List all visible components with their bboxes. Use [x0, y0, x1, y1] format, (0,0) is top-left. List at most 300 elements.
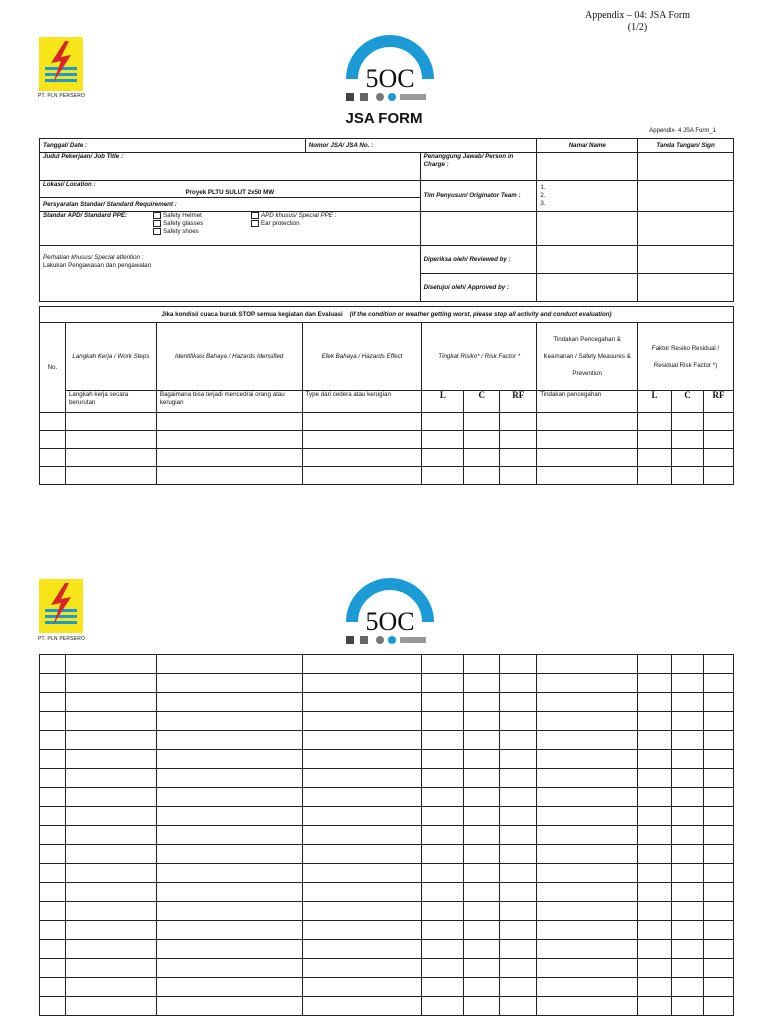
table-cell[interactable] — [464, 826, 500, 845]
table-cell[interactable] — [464, 902, 500, 921]
table-cell[interactable] — [65, 712, 156, 731]
table-cell[interactable] — [703, 674, 733, 693]
table-cell[interactable] — [638, 864, 672, 883]
table-cell[interactable] — [302, 921, 422, 940]
checkbox-icon[interactable] — [251, 212, 259, 219]
table-cell[interactable] — [703, 978, 733, 997]
table-cell[interactable] — [537, 788, 638, 807]
pln-logo — [39, 37, 83, 91]
table-cell[interactable] — [40, 769, 66, 788]
table-cell[interactable] — [156, 674, 302, 693]
table-cell[interactable] — [500, 997, 537, 1016]
table-cell[interactable] — [672, 940, 704, 959]
location-field[interactable]: Lokasi/ Location : Proyek PLTU SULUT 2x50 MW — [40, 181, 421, 198]
table-cell[interactable] — [537, 978, 638, 997]
table-cell[interactable] — [671, 449, 703, 467]
table-cell[interactable] — [500, 902, 537, 921]
table-cell[interactable] — [703, 413, 733, 431]
table-cell[interactable] — [156, 997, 302, 1016]
table-cell[interactable] — [65, 788, 156, 807]
table-cell[interactable] — [40, 959, 66, 978]
table-cell[interactable] — [638, 845, 672, 864]
appendix-label: Appendix – 04: JSA Form (1/2) — [584, 10, 690, 33]
table-cell[interactable] — [156, 826, 302, 845]
table-cell[interactable] — [422, 467, 464, 485]
table-cell[interactable] — [464, 788, 500, 807]
table-cell[interactable] — [537, 921, 638, 940]
location-value: Proyek PLTU SULUT 2x50 MW — [185, 189, 275, 196]
table-cell[interactable] — [703, 902, 733, 921]
table-cell[interactable] — [156, 467, 302, 485]
table-cell[interactable] — [500, 693, 537, 712]
table-cell[interactable] — [40, 655, 66, 674]
table-cell[interactable] — [703, 449, 733, 467]
table-cell[interactable] — [464, 978, 500, 997]
table-cell[interactable] — [65, 431, 156, 449]
table-cell[interactable] — [537, 959, 638, 978]
approved-sign-cell[interactable] — [638, 274, 734, 302]
table-cell[interactable] — [422, 864, 464, 883]
table-cell[interactable] — [65, 921, 156, 940]
table-cell[interactable] — [464, 674, 500, 693]
table-cell[interactable] — [638, 921, 672, 940]
table-cell[interactable] — [40, 731, 66, 750]
table-cell[interactable] — [638, 883, 672, 902]
table-cell[interactable] — [302, 978, 422, 997]
ppe-item-helmet[interactable]: Safety Helmet — [153, 212, 251, 220]
table-cell[interactable] — [422, 997, 464, 1016]
effect-hint: Type dari cedera atau kerugian — [302, 391, 422, 413]
table-cell[interactable] — [703, 826, 733, 845]
table-cell[interactable] — [500, 921, 537, 940]
form-ref: Appendix- 4 JSA Form_1 — [649, 128, 716, 134]
ppe-item-glasses[interactable]: Safety glasses — [153, 220, 251, 228]
table-cell[interactable] — [537, 712, 638, 731]
table-cell[interactable] — [40, 940, 66, 959]
table-cell[interactable] — [500, 807, 537, 826]
table-cell[interactable] — [65, 883, 156, 902]
table-cell[interactable] — [537, 731, 638, 750]
table-cell[interactable] — [500, 467, 537, 485]
table-cell[interactable] — [464, 959, 500, 978]
table-cell[interactable] — [422, 883, 464, 902]
table-cell[interactable] — [672, 750, 704, 769]
name-column-header: Nama/ Name — [537, 139, 638, 153]
table-cell[interactable] — [638, 655, 672, 674]
table-cell[interactable] — [65, 959, 156, 978]
table-cell[interactable] — [422, 413, 464, 431]
table-cell[interactable] — [40, 978, 66, 997]
team-names-cell[interactable]: 1. 2. 3. — [537, 181, 638, 212]
table-cell[interactable] — [500, 731, 537, 750]
table-cell[interactable] — [422, 449, 464, 467]
table-cell[interactable] — [65, 693, 156, 712]
table-cell[interactable] — [703, 883, 733, 902]
table-cell[interactable] — [672, 845, 704, 864]
table-cell[interactable] — [156, 449, 302, 467]
table-cell[interactable] — [40, 413, 66, 431]
table-cell[interactable] — [156, 921, 302, 940]
checkbox-icon[interactable] — [153, 220, 161, 227]
table-cell[interactable] — [638, 449, 672, 467]
table-cell[interactable] — [40, 750, 66, 769]
table-cell[interactable] — [65, 413, 156, 431]
table-cell[interactable] — [703, 750, 733, 769]
table-cell[interactable] — [40, 674, 66, 693]
table-cell[interactable] — [156, 693, 302, 712]
table-cell[interactable] — [672, 902, 704, 921]
table-cell[interactable] — [422, 655, 464, 674]
table-cell[interactable] — [672, 997, 704, 1016]
table-cell[interactable] — [500, 769, 537, 788]
table-cell[interactable] — [672, 864, 704, 883]
table-cell[interactable] — [703, 788, 733, 807]
table-cell[interactable] — [638, 997, 672, 1016]
table-cell[interactable] — [703, 712, 733, 731]
table-cell[interactable] — [302, 826, 422, 845]
table-cell[interactable] — [500, 750, 537, 769]
consortium-number: 5OC — [365, 607, 415, 636]
table-cell[interactable] — [672, 731, 704, 750]
table-cell[interactable] — [422, 940, 464, 959]
table-row — [40, 788, 734, 807]
table-cell[interactable] — [464, 997, 500, 1016]
table-cell[interactable] — [638, 902, 672, 921]
col-residual: Faktor Resiko Residual / Residual Risk Factor *) — [638, 323, 734, 391]
table-cell[interactable] — [500, 883, 537, 902]
table-cell[interactable] — [500, 940, 537, 959]
pln-logo-page2 — [39, 579, 83, 633]
table-cell[interactable] — [537, 431, 638, 449]
table-cell[interactable] — [422, 959, 464, 978]
table-cell[interactable] — [537, 826, 638, 845]
table-cell[interactable] — [537, 449, 638, 467]
table-cell[interactable] — [302, 959, 422, 978]
table-cell[interactable] — [464, 769, 500, 788]
table-cell[interactable] — [40, 997, 66, 1016]
table-cell[interactable] — [672, 826, 704, 845]
table-cell[interactable] — [40, 845, 66, 864]
table-cell[interactable] — [672, 978, 704, 997]
table-cell[interactable] — [464, 467, 500, 485]
table-cell[interactable] — [40, 807, 66, 826]
table-cell[interactable] — [703, 807, 733, 826]
table-cell[interactable] — [537, 655, 638, 674]
table-cell[interactable] — [703, 431, 733, 449]
table-cell[interactable] — [464, 693, 500, 712]
table-cell[interactable] — [302, 883, 422, 902]
table-cell[interactable] — [40, 883, 66, 902]
table-cell[interactable] — [638, 959, 672, 978]
table-cell[interactable] — [672, 693, 704, 712]
table-cell[interactable] — [672, 712, 704, 731]
table-cell[interactable] — [422, 978, 464, 997]
table-cell[interactable] — [672, 655, 704, 674]
residual-l: L — [638, 391, 672, 413]
table-cell[interactable] — [638, 807, 672, 826]
table-cell[interactable] — [464, 750, 500, 769]
table-cell[interactable] — [638, 788, 672, 807]
table-cell[interactable] — [40, 826, 66, 845]
table-cell[interactable] — [464, 807, 500, 826]
table-cell[interactable] — [500, 655, 537, 674]
table-cell[interactable] — [302, 449, 422, 467]
table-cell[interactable] — [500, 845, 537, 864]
table-cell[interactable] — [156, 788, 302, 807]
table-cell[interactable] — [156, 413, 302, 431]
table-cell[interactable] — [537, 845, 638, 864]
table-cell[interactable] — [537, 750, 638, 769]
table-cell[interactable] — [638, 826, 672, 845]
job-title-field[interactable]: Judul Pekerjaan/ Job Title : — [40, 153, 421, 181]
table-cell[interactable] — [537, 413, 638, 431]
table-cell[interactable] — [464, 921, 500, 940]
table-cell[interactable] — [672, 674, 704, 693]
table-cell[interactable] — [40, 788, 66, 807]
table-cell[interactable] — [500, 978, 537, 997]
table-cell[interactable] — [40, 449, 66, 467]
table-cell[interactable] — [537, 902, 638, 921]
table-cell[interactable] — [65, 467, 156, 485]
table-cell[interactable] — [302, 750, 422, 769]
table-cell[interactable] — [703, 959, 733, 978]
table-cell[interactable] — [703, 921, 733, 940]
table-cell[interactable] — [703, 845, 733, 864]
table-cell[interactable] — [671, 467, 703, 485]
table-cell[interactable] — [302, 431, 422, 449]
table-cell[interactable] — [500, 674, 537, 693]
table-cell[interactable] — [302, 712, 422, 731]
table-cell[interactable] — [302, 769, 422, 788]
table-cell[interactable] — [464, 864, 500, 883]
table-cell[interactable] — [638, 940, 672, 959]
table-cell[interactable] — [65, 940, 156, 959]
jsa-no-field[interactable]: Nomor JSA/ JSA No. : — [305, 139, 537, 153]
table-cell[interactable] — [638, 467, 672, 485]
table-cell[interactable] — [302, 655, 422, 674]
table-cell[interactable] — [638, 693, 672, 712]
table-cell[interactable] — [672, 769, 704, 788]
table-cell[interactable] — [672, 883, 704, 902]
table-cell[interactable] — [638, 712, 672, 731]
table-cell[interactable] — [464, 655, 500, 674]
table-cell[interactable] — [638, 769, 672, 788]
table-cell[interactable] — [422, 731, 464, 750]
table-cell[interactable] — [156, 807, 302, 826]
table-cell[interactable] — [464, 845, 500, 864]
table-cell[interactable] — [302, 674, 422, 693]
table-cell[interactable] — [638, 731, 672, 750]
table-cell[interactable] — [156, 431, 302, 449]
table-cell[interactable] — [537, 997, 638, 1016]
table-cell[interactable] — [156, 750, 302, 769]
checkbox-icon[interactable] — [251, 220, 259, 227]
pic-sign-cell[interactable] — [638, 153, 734, 181]
table-row — [40, 921, 734, 940]
table-cell[interactable] — [537, 864, 638, 883]
table-cell[interactable] — [672, 959, 704, 978]
table-cell[interactable] — [302, 864, 422, 883]
table-cell[interactable] — [302, 413, 422, 431]
table-cell[interactable] — [703, 769, 733, 788]
reviewed-name-cell[interactable] — [537, 246, 638, 274]
table-cell[interactable] — [672, 788, 704, 807]
table-cell[interactable] — [65, 902, 156, 921]
table-cell[interactable] — [302, 788, 422, 807]
table-cell[interactable] — [537, 807, 638, 826]
table-cell[interactable] — [40, 431, 66, 449]
table-cell[interactable] — [672, 921, 704, 940]
table-cell[interactable] — [65, 864, 156, 883]
table-cell[interactable] — [422, 921, 464, 940]
table-cell[interactable] — [703, 467, 733, 485]
table-cell[interactable] — [500, 449, 537, 467]
table-cell[interactable] — [464, 883, 500, 902]
table-cell[interactable] — [40, 921, 66, 940]
table-cell[interactable] — [703, 655, 733, 674]
table-row — [40, 693, 734, 712]
table-cell[interactable] — [65, 750, 156, 769]
table-cell[interactable] — [156, 655, 302, 674]
table-cell[interactable] — [500, 413, 537, 431]
ppe-item-shoes[interactable]: Safety shoes — [153, 228, 251, 236]
table-cell[interactable] — [40, 467, 66, 485]
table-cell[interactable] — [302, 731, 422, 750]
table-cell[interactable] — [40, 712, 66, 731]
table-cell[interactable] — [302, 940, 422, 959]
table-cell[interactable] — [156, 883, 302, 902]
table-cell[interactable] — [156, 940, 302, 959]
table-cell[interactable] — [156, 959, 302, 978]
ppe-item-ear[interactable]: Ear protection — [251, 220, 336, 228]
table-cell[interactable] — [537, 674, 638, 693]
table-cell[interactable] — [65, 449, 156, 467]
table-row — [40, 431, 734, 449]
table-cell[interactable] — [422, 769, 464, 788]
table-cell[interactable] — [156, 769, 302, 788]
requirement-field[interactable]: Persyaratan Standar/ Standard Requirement : — [40, 198, 421, 212]
table-cell[interactable] — [65, 731, 156, 750]
table-cell[interactable] — [40, 864, 66, 883]
table-cell[interactable] — [65, 845, 156, 864]
table-cell[interactable] — [422, 693, 464, 712]
table-cell[interactable] — [422, 826, 464, 845]
table-cell[interactable] — [537, 883, 638, 902]
table-cell[interactable] — [65, 655, 156, 674]
pln-caption-page2: PT. PLN PERSERO — [38, 636, 86, 642]
table-cell[interactable] — [537, 769, 638, 788]
table-cell[interactable] — [302, 807, 422, 826]
table-cell[interactable] — [302, 997, 422, 1016]
table-cell[interactable] — [40, 902, 66, 921]
table-cell[interactable] — [302, 693, 422, 712]
attention-field[interactable]: Perhatian khusus/ Special attention : Lakukan Pengawasan dan pengawalan — [40, 246, 421, 302]
table-cell[interactable] — [422, 845, 464, 864]
table-cell[interactable] — [65, 807, 156, 826]
team-sign-cell[interactable] — [638, 181, 734, 212]
table-cell[interactable] — [464, 731, 500, 750]
table-cell[interactable] — [703, 864, 733, 883]
table-cell[interactable] — [464, 413, 500, 431]
hazards-hint: Bagaimana bisa terjadi mencedrai orang atau kerugian — [156, 391, 302, 413]
table-cell[interactable] — [703, 693, 733, 712]
table-cell[interactable] — [500, 788, 537, 807]
table-cell[interactable] — [500, 431, 537, 449]
table-cell[interactable] — [40, 693, 66, 712]
table-cell[interactable] — [500, 864, 537, 883]
table-cell[interactable] — [703, 731, 733, 750]
table-cell[interactable] — [422, 674, 464, 693]
table-cell[interactable] — [422, 788, 464, 807]
table-cell[interactable] — [422, 431, 464, 449]
table-cell[interactable] — [638, 750, 672, 769]
table-cell[interactable] — [638, 674, 672, 693]
table-cell[interactable] — [156, 864, 302, 883]
pic-name-cell[interactable] — [537, 153, 638, 181]
table-cell[interactable] — [500, 712, 537, 731]
table-cell[interactable] — [464, 712, 500, 731]
checkbox-icon[interactable] — [153, 228, 161, 235]
table-cell[interactable] — [671, 413, 703, 431]
approved-label: Disetujui oleh/ Approved by : — [420, 274, 537, 302]
table-cell[interactable] — [638, 431, 672, 449]
table-cell[interactable] — [156, 978, 302, 997]
table-cell[interactable] — [302, 902, 422, 921]
table-cell[interactable] — [671, 431, 703, 449]
table-cell[interactable] — [422, 750, 464, 769]
table-cell[interactable] — [537, 467, 638, 485]
table-cell[interactable] — [464, 449, 500, 467]
date-field[interactable]: Tanggal/ Date : — [40, 139, 306, 153]
table-cell[interactable] — [638, 978, 672, 997]
table-cell[interactable] — [464, 431, 500, 449]
checkbox-icon[interactable] — [153, 212, 161, 219]
table-cell[interactable] — [500, 959, 537, 978]
table-cell[interactable] — [422, 807, 464, 826]
table-cell[interactable] — [65, 674, 156, 693]
table-row — [40, 712, 734, 731]
col-effect: Efek Bahaya / Hazards Effect — [302, 323, 422, 391]
reviewed-sign-cell[interactable] — [638, 246, 734, 274]
table-row — [40, 750, 734, 769]
table-cell[interactable] — [156, 731, 302, 750]
table-cell[interactable] — [302, 845, 422, 864]
table-cell[interactable] — [422, 902, 464, 921]
table-cell[interactable] — [537, 940, 638, 959]
table-cell[interactable] — [302, 467, 422, 485]
table-cell[interactable] — [65, 978, 156, 997]
stop-notice: Jika kondisi/ cuaca buruk STOP semua kegiatan dan Evaluasi (if the condition or weather getting worst, please stop all activity and conduct evaluation) — [40, 307, 734, 323]
measures-hint: Tindakan pencegahan — [537, 391, 638, 413]
table-cell[interactable] — [422, 712, 464, 731]
approved-name-cell[interactable] — [537, 274, 638, 302]
table-cell[interactable] — [156, 712, 302, 731]
table-cell[interactable] — [65, 997, 156, 1016]
consortium-number: 5OC — [365, 64, 415, 93]
table-cell[interactable] — [703, 940, 733, 959]
table-cell[interactable] — [672, 807, 704, 826]
table-cell[interactable] — [500, 826, 537, 845]
residual-c: C — [671, 391, 703, 413]
table-cell[interactable] — [464, 940, 500, 959]
table-cell[interactable] — [638, 413, 672, 431]
table-cell[interactable] — [156, 845, 302, 864]
table-cell[interactable] — [703, 997, 733, 1016]
table-cell[interactable] — [65, 826, 156, 845]
table-cell[interactable] — [537, 693, 638, 712]
table-cell[interactable] — [65, 769, 156, 788]
table-cell[interactable] — [156, 902, 302, 921]
